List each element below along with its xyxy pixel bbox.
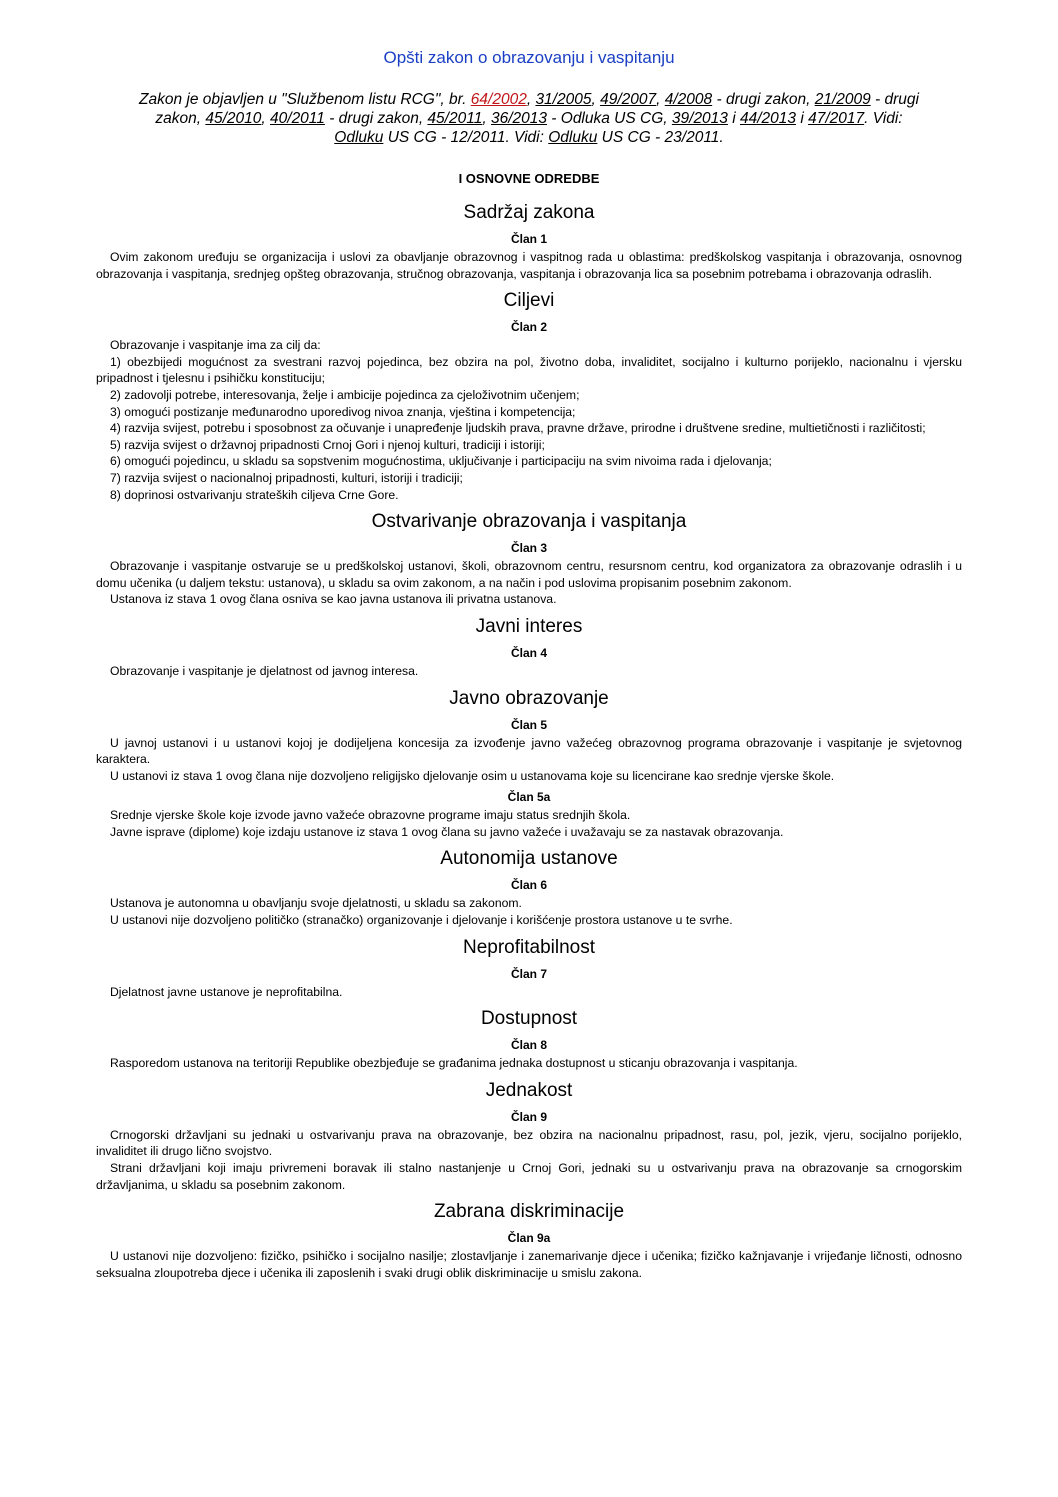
pub-sep: - drugi zakon, [324,110,428,127]
article-paragraph: Ovim zakonom uređuju se organizacija i uslovi za obavljanje obrazovnog i vaspitnog rada u oblastima: predškolskog vaspitanja i obrazovanja, osnovnog obrazovanja i vaspitanja, srednjeg opšteg obrazovanja, stručnog obrazovanja, vaspitanja i obrazovanja lica sa posebnim potrebama i obrazovanja odraslih. [96,250,962,281]
pub-sep: - drugi zakon, [155,91,919,127]
document-page [96,48,962,1287]
article-paragraph: U ustanovi nije dozvoljeno političko (stranačko) organizovanje i djelovanje i korišćenje prostora ustanove u te svrhe. [110,913,733,928]
pub-sep: US CG - 23/2011. [597,129,724,146]
gazette-link-40-2011[interactable]: 40/2011 [270,110,325,127]
section-heading: Autonomija ustanove [440,848,618,870]
article-paragraph: Obrazovanje i vaspitanje je djelatnost od javnog interesa. [110,663,419,678]
pub-sep: , [656,91,665,108]
gazette-link-31-2005[interactable]: 31/2005 [535,91,592,108]
article-number: Član 2 [510,320,547,335]
section [96,1006,962,1072]
section-heading: Dostupnost [480,1008,578,1030]
article-number: Član 4 [510,645,547,660]
article-paragraph: 7) razvija svijest o nacionalnoj pripadnosti, kulturi, istoriji i tradiciji; [110,470,463,485]
section-heading: Sadržaj zakona [463,202,595,223]
gazette-link-45-2011[interactable]: 45/2011 [427,110,483,127]
article-number: Član 7 [510,966,547,981]
article-paragraph: 6) omogući pojedincu, u skladu sa sopstvenim mogućnostima, uključivanje i participaciju na svim nivoima rada i djelovanja; [110,454,772,469]
gazette-link-45-2010[interactable]: 45/2010 [205,110,262,127]
decision-link-12-2011[interactable]: Odluku [334,129,384,146]
article-paragraph: 1) obezbijedi mogućnost za svestrani razvoj pojedinca, bez obzira na pol, životno doba, invaliditet, socijalno i kulturno porijeklo, nacionalnu i vjersku pripadnost i tjelesnu i psihičku konstituciju; [96,354,962,386]
article-number: Član 6 [510,878,547,893]
article-paragraph: Strani državljani koji imaju privremeni boravak ili stalno nastanjenje u Crnoj Gori, jednaki su u ostvarivanju prava na obrazovanje sa crnogorskim državljanima, u skladu sa posebnim zakonom. [96,1161,962,1192]
gazette-link-47-2017[interactable]: 47/2017 [808,110,865,127]
article-number: Član 1 [510,232,547,246]
article-number: Član 8 [510,1038,547,1053]
article-paragraph: Javne isprave (diplome) koje izdaju ustanove iz stava 1 ovog člana su javno važeće i uvažavaju se za nastavak obrazovanja. [110,824,784,839]
article-number: Član 5a [507,790,551,805]
pub-sep: , [526,91,536,108]
document-title: Opšti zakon o obrazovanju i vaspitanju [383,48,675,67]
article-paragraph: U javnoj ustanovi i u ustanovi kojoj je dodijeljena koncesija za izvođenje javno važećeg obrazovnog programa obrazovanje i vaspitanje je svjetovnog karaktera. [96,735,962,767]
section [96,1199,962,1281]
article-paragraph: 4) razvija svijest, potrebu i sposobnost za očuvanje i unapređenje ljudskih prava, pravne države, prirodne i društvene sredine, multietičnosti i različitosti; [110,421,926,436]
gazette-link-44-2013[interactable]: 44/2013 [739,110,797,127]
section [96,509,962,608]
pub-sep: , [482,110,491,127]
article-number: Član 5 [510,717,547,732]
sections-container [96,200,962,1281]
article-paragraph: U ustanovi nije dozvoljeno: fizičko, psihičko i socijalno nasilje; zlostavljanje i zanemarivanje djece i učenika; fizičko kažnjavanje i vrijeđanje ličnosti, odnosno seksualna zloupotreba djece i učenika ili zaposlenih i svaki drugi oblik diskriminacije u smislu zakona. [96,1249,962,1280]
gazette-link-64-2002[interactable]: 64/2002 [470,91,527,108]
gazette-link-36-2013[interactable]: 36/2013 [490,110,547,127]
section-heading: Javno obrazovanje [449,687,609,709]
section-heading: Ostvarivanje obrazovanja i vaspitanja [371,511,687,533]
section-heading: Zabrana diskriminacije [433,1201,625,1223]
gazette-link-49-2007[interactable]: 49/2007 [600,91,657,108]
section [96,846,962,928]
article-paragraph: 3) omogući postizanje međunarodno uporedivog nivoa znanja, vještina i kompetencija; [110,404,576,419]
article-paragraph: Obrazovanje i vaspitanje ima za cilj da: [110,338,321,353]
pub-sep: US CG - 12/2011. Vidi: [383,129,549,146]
section [96,686,962,841]
article-number: Član 3 [510,541,547,556]
pub-sep: , [591,91,601,108]
gazette-link-4-2008[interactable]: 4/2008 [664,91,713,108]
pub-intro: Zakon je objavljen u "Službenom listu RCG", br. [139,91,471,108]
gazette-link-39-2013[interactable]: 39/2013 [671,110,728,127]
article-number: Član 9a [507,1231,551,1246]
publication-info [136,90,922,147]
part-title: I OSNOVNE ODREDBE [458,171,600,186]
decision-link-23-2011[interactable]: Odluku [548,129,598,146]
article-paragraph: 5) razvija svijest o državnoj pripadnosti Crnoj Gori i njenoj kulturi, tradiciji i istoriji; [110,437,545,452]
section-heading: Javni interes [475,615,583,637]
section-heading: Jednakost [485,1079,573,1101]
article-paragraph: 8) doprinosi ostvarivanju strateških ciljeva Crne Gore. [110,487,399,502]
article-paragraph: Srednje vjerske škole koje izvode javno važeće obrazovne programe imaju status srednjih škola. [110,808,631,823]
section-heading: Ciljevi [503,290,555,312]
article-paragraph: Obrazovanje i vaspitanje ostvaruje se u predškolskoj ustanovi, školi, obrazovnom centru, resursnom centru, kod organizatora za obrazovanje odraslih i u domu učenika (u daljem tekstu: ustanova), u skladu sa ovim zakonom, a na način i pod uslovima propisanim posebnim zakonom. [96,559,962,590]
gazette-link-21-2009[interactable]: 21/2009 [814,91,871,108]
pub-sep: i [727,110,740,127]
article-paragraph: Ustanova je autonomna u obavljanju svoje djelatnosti, u skladu sa zakonom. [110,896,522,911]
section [96,1078,962,1193]
section-heading: Neprofitabilnost [462,936,596,958]
article-paragraph: U ustanovi iz stava 1 ovog člana nije dozvoljeno religijsko djelovanje osim u ustanovama koje su licencirane kao srednje vjerske škole. [110,768,835,783]
article-paragraph: Djelatnost javne ustanove je neprofitabilna. [110,984,343,999]
article-paragraph: Crnogorski državljani su jednaki u ostvarivanju prava na obrazovanje, bez obzira na nacionalnu pripadnost, rasu, pol, jezik, vjeru, socijalno porijeklo, invaliditet ili drugo lično svojstvo. [96,1127,962,1159]
section [96,614,962,680]
article-paragraph: Rasporedom ustanova na teritoriji Republike obezbjeđuje se građanima jednaka dostupnost u sticanju obrazovanja i vaspitanja. [110,1056,798,1071]
section [96,288,962,503]
pub-sep: - Odluka US CG, [546,110,672,127]
article-paragraph: Ustanova iz stava 1 ovog člana osniva se kao javna ustanova ili privatna ustanova. [110,592,557,607]
pub-sep: - drugi zakon, [712,91,815,108]
pub-sep: i [796,110,809,127]
pub-sep: . Vidi: [864,110,903,127]
article-paragraph: 2) zadovolji potrebe, interesovanja, želje i ambicije pojedinca za cjeloživotnim učenjem; [110,387,580,402]
article-number: Član 9 [510,1109,547,1124]
pub-sep: , [261,110,271,127]
section [96,935,962,1001]
section [96,200,962,282]
